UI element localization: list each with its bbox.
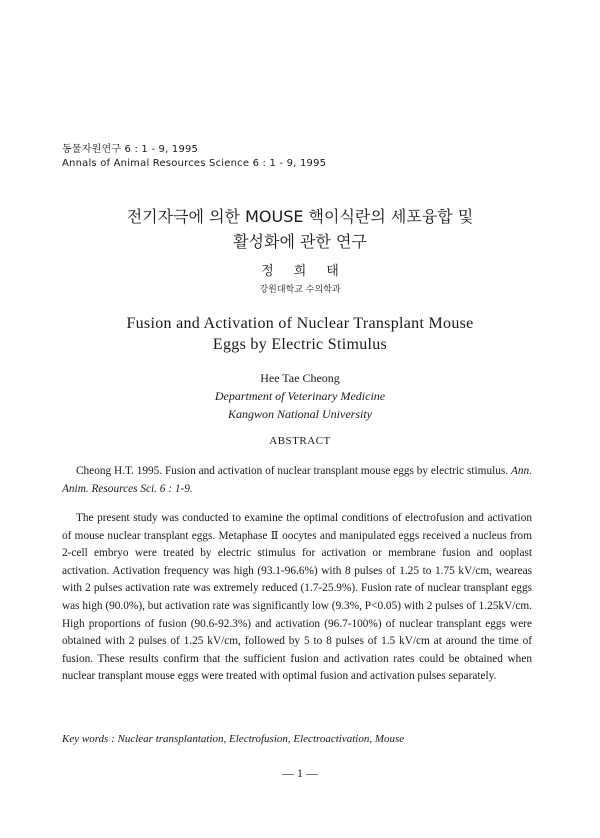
korean-title	[0, 204, 600, 254]
page-number: — 1 —	[282, 766, 318, 780]
journal-english-line: Annals of Animal Resources Science 6 : 1 - 9, 1995	[62, 158, 327, 169]
citation-text: Cheong H.T. 1995. Fusion and activation of nuclear transplant mouse eggs by electric stimulus.	[76, 465, 511, 477]
english-title	[0, 313, 600, 355]
english-university: Kangwon National University	[228, 407, 372, 421]
abstract-citation	[62, 462, 532, 498]
english-title-line1: Fusion and Activation of Nuclear Transplant Mouse	[126, 315, 474, 332]
english-department: Department of Veterinary Medicine	[214, 389, 386, 403]
keywords: Key words : Nuclear transplantation, Electrofusion, Electroactivation, Mouse	[62, 733, 405, 745]
abstract-heading: ABSTRACT	[269, 435, 331, 447]
journal-korean-line: 동물자원연구 6 : 1 - 9, 1995	[62, 144, 199, 155]
english-author-name: Hee Tae Cheong	[260, 371, 340, 385]
korean-title-line1: 전기자극에 의한 MOUSE 핵이식란의 세포융합 및	[126, 207, 474, 226]
korean-author: 정희태	[261, 264, 359, 279]
korean-affiliation: 강원대학교 수의학과	[259, 285, 341, 295]
citation-journal: Ann. Anim. Resources Sci. 6 : 1-9.	[62, 465, 532, 495]
abstract-body: The present study was conducted to examine the optimal conditions of electrofusion and activation of mouse nuclear transplant eggs. Metaphase Ⅱ oocytes and manipulated eggs received a nucleus from 2-cell embryo were treated by electric stimulus for activation or membrane fusion and ooplast activation. Activation frequency was high (93.1-96.6%) with 8 pulses of 1.25 to 1.75 kV/cm, weareas with 2 pulses activation rate was extremely reduced (1.7-25.9%). Fusion rate of nuclear transplant eggs was high (90.0%), but activation rate was significantly low (9.3%, P<0.05) with 2 pulses of 1.25kV/cm. High proportions of fusion (90.6-92.3%) and activation (96.7-100%) of nuclear transplant eggs were obtained with 2 pulses of 1.25 kV/cm, followed by 5 to 8 pulses of 1.5 kV/cm at around the time of fusion. These results confirm that the sufficient fusion and activation rates could be obtained when nuclear transplant mouse eggs were treated with optimal fusion and activation pulses separately.	[62, 512, 532, 683]
english-author-block	[0, 369, 600, 423]
journal-citation-header	[62, 143, 326, 171]
english-title-line2: Eggs by Electric Stimulus	[212, 336, 388, 353]
korean-title-line2: 활성화에 관한 연구	[233, 232, 367, 251]
